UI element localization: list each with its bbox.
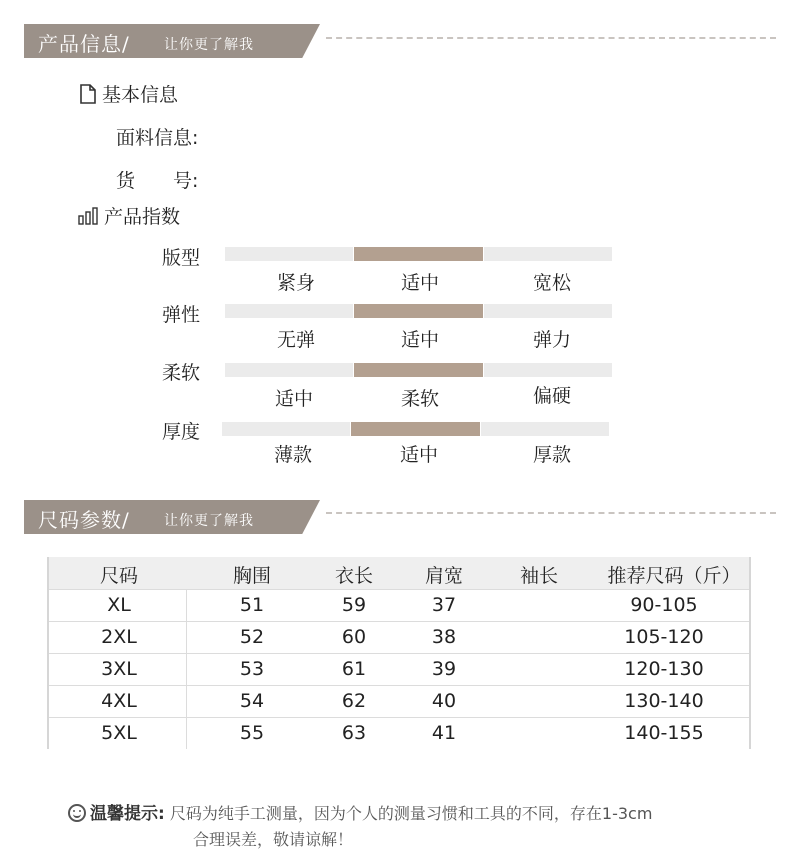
table-header: [49, 557, 749, 589]
thickness-scale-bar: [222, 422, 609, 436]
header-shoulder: 肩宽: [424, 565, 463, 587]
cell-length: 62: [341, 690, 367, 712]
index-label-softness: 柔软: [162, 362, 201, 384]
table-row: [49, 685, 749, 717]
cell-shoulder: 39: [431, 658, 457, 680]
cell-chest: 52: [239, 626, 265, 648]
cell-recommended: 90-105: [630, 594, 698, 616]
elasticity-option-1: 无弹: [276, 329, 315, 351]
softness-option-1: 适中: [274, 388, 313, 410]
header-chest: 胸围: [232, 565, 271, 587]
fit-option-3: 宽松: [532, 272, 571, 294]
fit-option-2: 适中: [400, 272, 439, 294]
index-label-elasticity: 弹性: [162, 304, 201, 326]
elasticity-option-2: 适中: [400, 329, 439, 351]
cell-length: 63: [341, 722, 367, 744]
cell-chest: 53: [239, 658, 265, 680]
cell-recommended: 105-120: [624, 626, 704, 648]
cell-chest: 55: [239, 722, 265, 744]
size-table: [47, 557, 751, 749]
index-label-fit: 版型: [162, 247, 201, 269]
fabric-label: 面料信息:: [116, 127, 199, 149]
section-subtitle: 让你更了解我: [164, 513, 254, 529]
table-row: [49, 621, 749, 653]
header-sleeve: 袖长: [519, 565, 558, 587]
cell-size: 2XL: [101, 626, 137, 648]
cell-chest: 51: [239, 594, 265, 616]
fit-scale-bar: [225, 247, 612, 261]
bar-chart-icon: [78, 207, 98, 225]
header-size: 尺码: [99, 565, 138, 587]
product-index-label: 产品指数: [104, 206, 181, 228]
section-title: 产品信息/: [38, 32, 130, 56]
cell-shoulder: 41: [431, 722, 457, 744]
dashed-divider: [326, 37, 776, 39]
cell-shoulder: 37: [431, 594, 457, 616]
cell-length: 59: [341, 594, 367, 616]
table-row: [49, 653, 749, 685]
cell-shoulder: 40: [431, 690, 457, 712]
basic-info-label: 基本信息: [102, 84, 179, 106]
cell-size: 5XL: [101, 722, 137, 744]
softness-scale-bar: [225, 363, 612, 377]
item-no-label: 货 号:: [116, 170, 199, 192]
cell-recommended: 130-140: [624, 690, 704, 712]
product-info-banner: [24, 24, 320, 58]
product-index-heading: [78, 202, 180, 229]
size-params-banner: [24, 500, 320, 534]
tip-line-2: 合理误差，敬请谅解！: [193, 830, 354, 849]
section-title: 尺码参数/: [38, 508, 130, 532]
cell-recommended: 120-130: [624, 658, 704, 680]
smile-icon: [68, 804, 86, 822]
basic-info-heading: [80, 80, 178, 107]
tip-label: 温馨提示:: [90, 804, 165, 824]
table-row: [49, 717, 749, 749]
thickness-option-3: 厚款: [532, 444, 571, 466]
cell-length: 61: [341, 658, 367, 680]
cell-size: 4XL: [101, 690, 137, 712]
header-length: 衣长: [334, 565, 373, 587]
cell-recommended: 140-155: [624, 722, 704, 744]
document-icon: [80, 84, 96, 104]
cell-shoulder: 38: [431, 626, 457, 648]
dashed-divider: [326, 512, 776, 514]
cell-chest: 54: [239, 690, 265, 712]
tip-text: 尺码为纯手工测量，因为个人的测量习惯和工具的不同，存在1-3cm: [169, 804, 653, 823]
softness-option-3: 偏硬: [532, 385, 571, 407]
elasticity-scale-bar: [225, 304, 612, 318]
header-recommended: 推荐尺码（斤）: [607, 565, 741, 587]
table-row: [49, 589, 749, 621]
tip-line-1: [68, 799, 652, 824]
cell-length: 60: [341, 626, 367, 648]
index-label-thickness: 厚度: [162, 421, 201, 443]
section-subtitle: 让你更了解我: [164, 37, 254, 53]
cell-size: XL: [107, 594, 131, 616]
thickness-option-1: 薄款: [273, 444, 312, 466]
cell-size: 3XL: [101, 658, 137, 680]
elasticity-option-3: 弹力: [532, 329, 571, 351]
thickness-option-2: 适中: [399, 444, 438, 466]
fit-option-1: 紧身: [276, 272, 315, 294]
softness-option-2: 柔软: [400, 388, 439, 410]
